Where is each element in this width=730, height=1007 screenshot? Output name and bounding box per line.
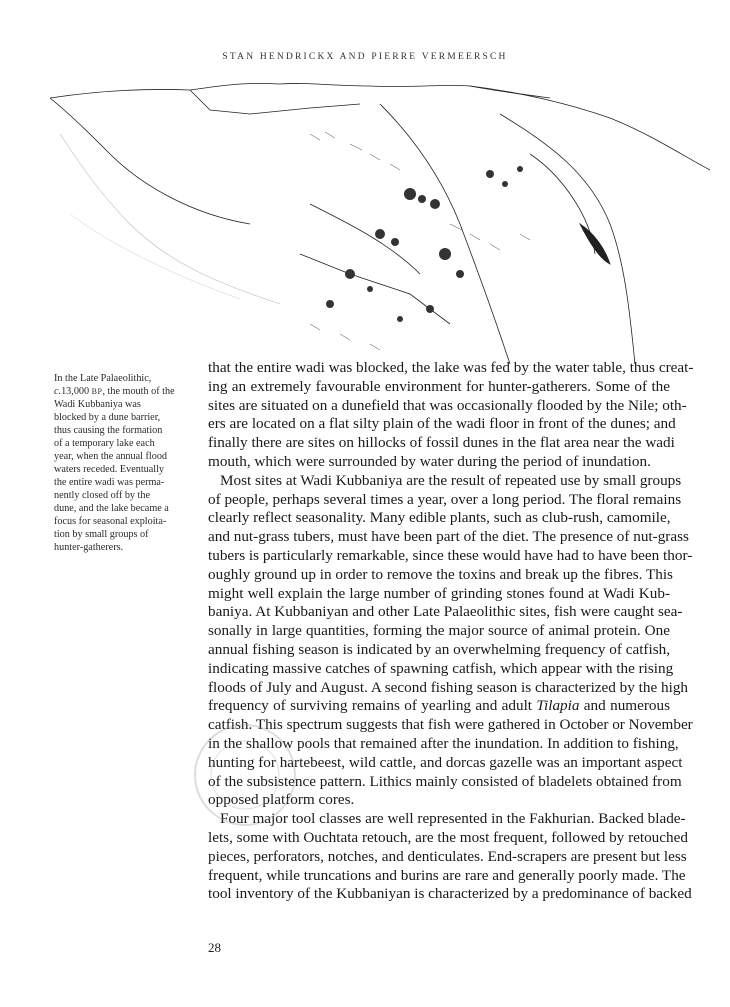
caption-line: the entire wadi was perma- <box>54 477 165 488</box>
running-head: STAN HENDRICKX AND PIERRE VERMEERSCH <box>222 52 508 62</box>
caption-line: dune, and the lake became a <box>54 503 169 514</box>
watermark-stamp <box>190 720 300 830</box>
body-line: in the shallow pools that remained after the inundation. In addition to fishing, <box>208 734 679 752</box>
caption-line: nently closed off by the <box>54 490 151 501</box>
caption-line: hunter-gatherers. <box>54 542 124 553</box>
page-number: 28 <box>208 940 221 955</box>
caption-line: Wadi Kubbaniya was <box>54 399 141 410</box>
body-line: frequency of surviving remains of yearling and adult Tilapia and numerous <box>208 697 670 715</box>
caption-line: waters receded. Eventually <box>54 464 165 475</box>
body-line: oughly ground up in order to remove the toxins and break up the fibres. This <box>208 565 673 583</box>
body-line: mouth, which were surrounded by water during the period of inundation. <box>208 452 651 470</box>
body-line: opposed platform cores. <box>208 791 355 809</box>
body-line: tool inventory of the Kubbaniyan is characterized by a predominance of backed <box>208 885 692 903</box>
caption-line: tion by small groups of <box>54 529 149 540</box>
body-line: sites are situated on a dunefield that was occasionally flooded by the Nile; oth- <box>208 396 687 414</box>
caption-line: In the Late Palaeolithic, <box>54 373 152 384</box>
body-line: baniya. At Kubbaniyan and other Late Palaeolithic sites, fish were caught sea- <box>208 603 683 621</box>
body-line: might well explain the large number of grinding stones found at Wadi Kub- <box>208 584 670 602</box>
body-line: clearly reflect seasonality. Many edible plants, such as club-rush, camomile, <box>208 509 671 527</box>
taxon-name: Tilapia <box>536 697 580 715</box>
body-line: Four major tool classes are well represented in the Fakhurian. Backed blade- <box>220 810 686 828</box>
body-line: pieces, perforators, notches, and denticulates. End-scrapers are present but less <box>208 847 687 865</box>
body-line: ers are located on a flat silty plain of the wadi floor in front of the dunes; and <box>208 415 676 433</box>
caption-line: c.13,000 BP, the mouth of the <box>54 386 175 397</box>
landscape-illustration <box>50 74 710 364</box>
caption-line: focus for seasonal exploita- <box>54 516 167 527</box>
body-line: and nut-grass tubers, must have been part of the diet. The presence of nut-grass <box>208 528 689 546</box>
body-line: of the subsistence pattern. Lithics mainly consisted of bladelets obtained from <box>208 772 682 790</box>
figure-caption <box>54 372 196 554</box>
body-line: Most sites at Wadi Kubbaniya are the result of repeated use by small groups <box>220 471 682 489</box>
caption-line: blocked by a dune barrier, <box>54 412 161 423</box>
body-line: lets, some with Ouchtata retouch, are the most frequent, followed by retouched <box>208 828 688 846</box>
body-line: of people, perhaps several times a year, over a long period. The floral remains <box>208 490 682 508</box>
body-line: hunting for hartebeest, wild cattle, and dorcas gazelle was an important aspect <box>208 753 683 771</box>
body-line: finally there are sites on hillocks of fossil dunes in the flat area near the wadi <box>208 434 675 452</box>
caption-line: of a temporary lake each <box>54 438 155 449</box>
body-line: that the entire wadi was blocked, the lake was fed by the water table, thus creat- <box>208 359 694 376</box>
body-line: sonally in large quantities, forming the major source of animal protein. One <box>208 622 670 640</box>
body-line: tubers is particularly remarkable, since these would have had to have been thor- <box>208 546 693 564</box>
body-line: ing an extremely favourable environment for hunter-gatherers. Some of the <box>208 377 670 395</box>
body-line: annual fishing season is indicated by an overwhelming frequency of catfish, <box>208 640 670 658</box>
body-line: frequent, while truncations and burins are rare and generally poorly made. The <box>208 866 686 884</box>
caption-line: thus causing the formation <box>54 425 163 436</box>
caption-line: year, when the annual flood <box>54 451 168 462</box>
body-line: catfish. This spectrum suggests that fish were gathered in October or November <box>208 716 693 734</box>
body-line: floods of July and August. A second fishing season is characterized by the high <box>208 678 689 696</box>
body-line: indicating massive catches of spawning catfish, which appear with the rising <box>208 659 674 677</box>
